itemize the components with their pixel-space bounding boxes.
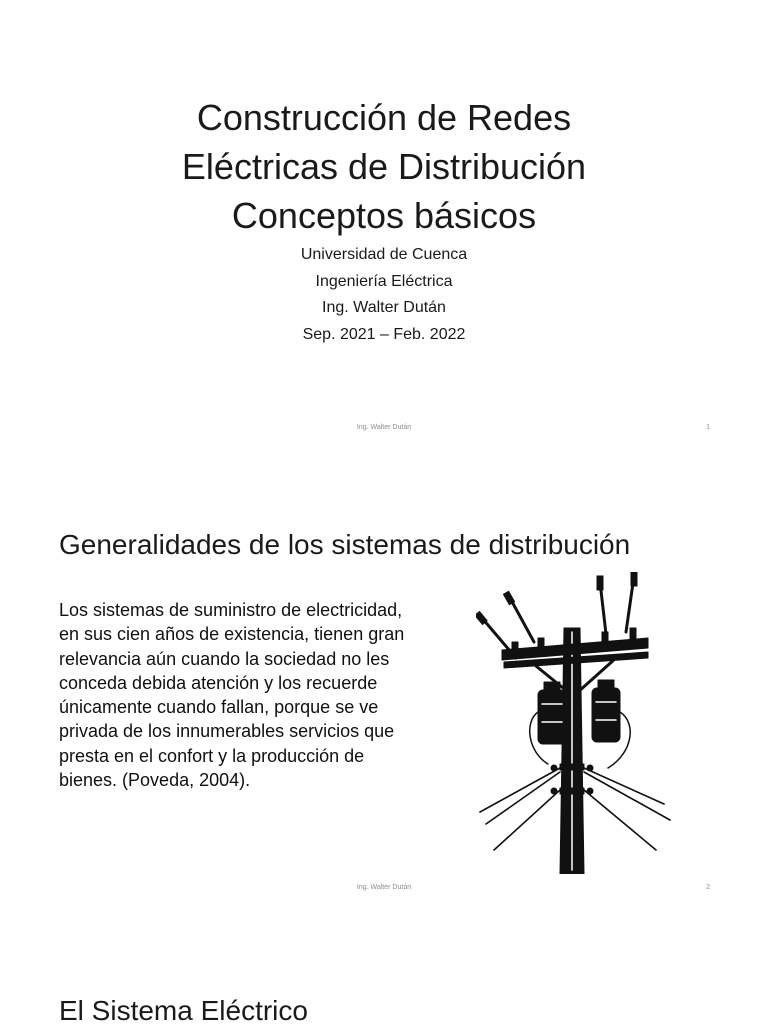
slide-2-footer [0,884,768,896]
title-line-2: Eléctricas de Distribución [181,146,587,187]
slide-2-body-text [59,598,459,792]
subtitle-university: Universidad de Cuenca [300,246,468,263]
title-line-3: Conceptos básicos [231,195,537,236]
body-line: relevancia aún cuando la sociedad no les [59,648,390,669]
subtitle-faculty: Ingeniería Eléctrica [315,272,453,290]
body-line: únicamente cuando fallan, porque se ve [59,697,379,718]
slide-2 [0,460,768,920]
slide-3 [0,920,768,1024]
footer-page-number: 1 [706,424,710,431]
body-line: presta en el confort y la producción de [59,745,365,766]
body-line: bienes. (Poveda, 2004). [59,770,251,791]
body-line: conceda debida atención y los recuerde [59,672,378,693]
title-line-1: Construcción de Redes [196,97,572,138]
body-line: privada de los innumerables servicios que [59,721,395,742]
slide-1 [0,0,768,460]
footer-page-number: 2 [706,884,710,891]
body-line: en sus cien años de existencia, tienen gran [59,624,405,645]
subtitle-period: Sep. 2021 – Feb. 2022 [302,325,466,343]
utility-pole-icon [476,572,672,874]
footer-author: Ing. Walter Dután [356,884,412,891]
subtitle-author: Ing. Walter Dután [322,299,446,316]
slide-1-footer [0,424,768,436]
slide-2-title: Generalidades de los sistemas de distribución [59,529,631,560]
body-line: Los sistemas de suministro de electricidad, [59,600,403,620]
slide-1-title [0,93,768,240]
slide-3-title: El Sistema Eléctrico [59,995,308,1026]
footer-author: Ing. Walter Dután [356,424,412,431]
slide-1-subtitle [0,242,768,348]
